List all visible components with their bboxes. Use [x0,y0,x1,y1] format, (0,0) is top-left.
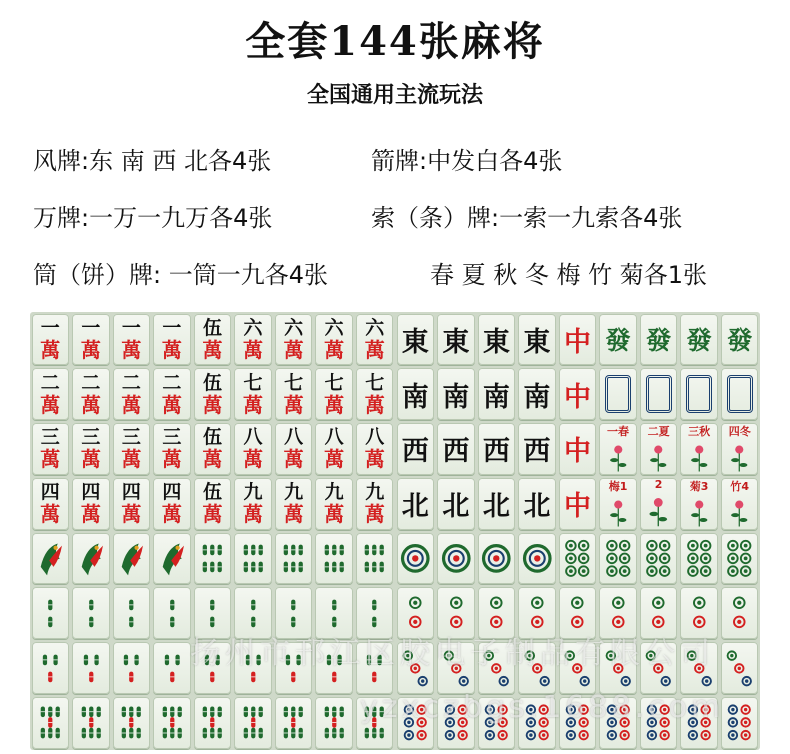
bamboo-tile [72,697,110,749]
bamboo-sticks-icon [196,699,229,746]
dots-icon [723,645,756,692]
wind-tile: 東 [478,314,516,366]
wind-tile: 東 [437,314,475,366]
flower-tile: 二夏 [640,423,678,475]
wind-tile: 西 [478,423,516,475]
bamboo-sticks-icon [75,699,108,746]
big-dot-icon [440,535,473,582]
bamboo-tile [234,697,272,749]
flower-tile: 竹4 [721,478,759,530]
red-dragon-tile: 中 [559,423,597,475]
white-dragon-frame [646,375,672,413]
character-tile: 伍 萬 [194,423,232,475]
bird-icon [34,535,67,582]
character-tile: 二 萬 [153,368,191,420]
flower-tile: 四冬 [721,423,759,475]
character-tile: 四 萬 [153,478,191,530]
dots-icon [683,535,716,582]
bamboo-sticks-icon [237,699,270,746]
character-tile: 四 萬 [113,478,151,530]
bamboo-tile [32,587,70,639]
character-tile: 一 萬 [113,314,151,366]
bamboo-tile [234,533,272,585]
flower-tile: 一春 [599,423,637,475]
bird-icon [115,535,148,582]
white-dragon-tile [599,368,637,420]
character-tile: 伍 萬 [194,314,232,366]
dragon-tiles-line: 箭牌:中发白各4张 [371,147,563,175]
watermark-company: 扬州市邗江区胶电子制品有限公司 [190,636,715,671]
wind-tile: 南 [397,368,435,420]
character-tile: 二 萬 [113,368,151,420]
bamboo-tile [315,697,353,749]
flower-tiles-line: 春 夏 秋 冬 梅 竹 菊各1张 [430,261,708,289]
red-dragon-tile: 中 [559,368,597,420]
big-dot-icon [521,535,554,582]
dots-icon [723,535,756,582]
bamboo-tile [275,697,313,749]
bamboo-tile [356,533,394,585]
flower-illustration [602,494,635,530]
character-tile: 七 萬 [315,368,353,420]
bamboo-sticks-icon [115,645,148,692]
flower-illustration [642,439,675,475]
flower-illustration [642,491,675,530]
character-tile: 六 萬 [356,314,394,366]
green-dragon-tile: 發 [721,314,759,366]
bamboo-one-bird-tile [72,533,110,585]
bird-icon [156,535,189,582]
flower-tile: 梅1 [599,478,637,530]
bamboo-sticks-icon [34,590,67,637]
dots-one-tile [478,533,516,585]
white-dragon-frame [727,375,753,413]
flower-illustration [683,494,716,530]
bamboo-tile [113,697,151,749]
bamboo-one-bird-tile [153,533,191,585]
character-tile: 七 萬 [234,368,272,420]
page-subtitle: 全国通用主流玩法 [306,82,483,108]
character-tile: 八 萬 [356,423,394,475]
bamboo-sticks-icon [156,645,189,692]
red-dragon-tile: 中 [559,478,597,530]
dots-icon [602,535,635,582]
dot-tiles-line: 筒（饼）牌: 一筒一九各4张 [33,261,328,289]
bamboo-sticks-icon [318,699,351,746]
dots-one-tile [397,533,435,585]
character-tile: 七 萬 [356,368,394,420]
dots-one-tile [518,533,556,585]
big-dot-icon [480,535,513,582]
bamboo-sticks-icon [115,699,148,746]
bamboo-tile [113,587,151,639]
watermark-url: yzxczbgs.1688.com [360,690,725,725]
bamboo-sticks-icon [277,535,310,582]
bamboo-sticks-icon [34,699,67,746]
character-tile: 三 萬 [72,423,110,475]
wind-tile: 南 [478,368,516,420]
bamboo-sticks-icon [75,645,108,692]
wind-tile: 北 [478,478,516,530]
dots-tile [559,533,597,585]
character-tile: 六 萬 [275,314,313,366]
flower-illustration [602,439,635,475]
bamboo-sticks-icon [34,645,67,692]
dots-icon [642,535,675,582]
wind-tile: 北 [397,478,435,530]
dots-icon [561,535,594,582]
bamboo-tile [153,697,191,749]
character-tile: 六 萬 [315,314,353,366]
character-tile: 九 萬 [275,478,313,530]
character-tiles-line: 万牌:一万一九万各4张 [33,204,273,232]
character-tile: 四 萬 [72,478,110,530]
bamboo-tile [72,642,110,694]
red-dragon-tile: 中 [559,314,597,366]
bamboo-tile [72,587,110,639]
dots-one-tile [437,533,475,585]
bamboo-sticks-icon [75,590,108,637]
character-tile: 伍 萬 [194,368,232,420]
dots-tile [721,642,759,694]
bamboo-sticks-icon [156,590,189,637]
flower-illustration [683,439,716,475]
bamboo-tile [32,697,70,749]
bamboo-sticks-icon [318,535,351,582]
flower-illustration [723,494,756,530]
bamboo-tile [315,533,353,585]
bamboo-tile [194,533,232,585]
flower-tile: 三秋 [680,423,718,475]
green-dragon-tile: 發 [599,314,637,366]
wind-tile: 西 [518,423,556,475]
bamboo-one-bird-tile [113,533,151,585]
character-tile: 三 萬 [32,423,70,475]
big-dot-icon [399,535,432,582]
bamboo-tile [153,642,191,694]
white-dragon-frame [605,375,631,413]
character-tile: 三 萬 [153,423,191,475]
green-dragon-tile: 發 [680,314,718,366]
wind-tile: 北 [437,478,475,530]
bamboo-tile [194,697,232,749]
bamboo-one-bird-tile [32,533,70,585]
character-tile: 九 萬 [315,478,353,530]
bamboo-sticks-icon [237,535,270,582]
bamboo-sticks-icon [277,699,310,746]
bamboo-tile [32,642,70,694]
character-tile: 八 萬 [315,423,353,475]
white-dragon-tile [680,368,718,420]
white-dragon-tile [721,368,759,420]
character-tile: 七 萬 [275,368,313,420]
character-tile: 二 萬 [32,368,70,420]
character-tile: 六 萬 [234,314,272,366]
wind-tile: 西 [397,423,435,475]
character-tile: 九 萬 [356,478,394,530]
wind-tile: 南 [518,368,556,420]
bamboo-sticks-icon [196,535,229,582]
dots-tile [721,587,759,639]
character-tile: 一 萬 [72,314,110,366]
dots-tile [599,533,637,585]
bamboo-sticks-icon [358,535,391,582]
character-tile: 二 萬 [72,368,110,420]
dots-icon [723,590,756,637]
bamboo-tiles-line: 索（条）牌:一索一九索各4张 [371,204,683,232]
wind-tiles-line: 风牌:东 南 西 北各4张 [33,147,272,175]
wind-tile: 東 [397,314,435,366]
character-tile: 四 萬 [32,478,70,530]
dots-icon [723,699,756,746]
bamboo-tile [275,533,313,585]
bamboo-sticks-icon [115,590,148,637]
flower-tile: 2 [640,478,678,530]
wind-tile: 西 [437,423,475,475]
bird-icon [75,535,108,582]
wind-tile: 北 [518,478,556,530]
page-title: 全套144张麻将 [245,18,545,65]
character-tile: 一 萬 [32,314,70,366]
character-tile: 八 萬 [234,423,272,475]
character-tile: 伍 萬 [194,478,232,530]
bamboo-sticks-icon [156,699,189,746]
character-tile: 八 萬 [275,423,313,475]
flower-tile: 菊3 [680,478,718,530]
white-dragon-frame [686,375,712,413]
green-dragon-tile: 發 [640,314,678,366]
flower-illustration [723,439,756,475]
character-tile: 三 萬 [113,423,151,475]
white-dragon-tile [640,368,678,420]
character-tile: 一 萬 [153,314,191,366]
bamboo-tile [153,587,191,639]
wind-tile: 南 [437,368,475,420]
dots-tile [721,533,759,585]
dots-tile [721,697,759,749]
wind-tile: 東 [518,314,556,366]
dots-tile [640,533,678,585]
mahjong-tiles-photo [30,312,760,750]
bamboo-tile [113,642,151,694]
dots-tile [680,533,718,585]
character-tile: 九 萬 [234,478,272,530]
